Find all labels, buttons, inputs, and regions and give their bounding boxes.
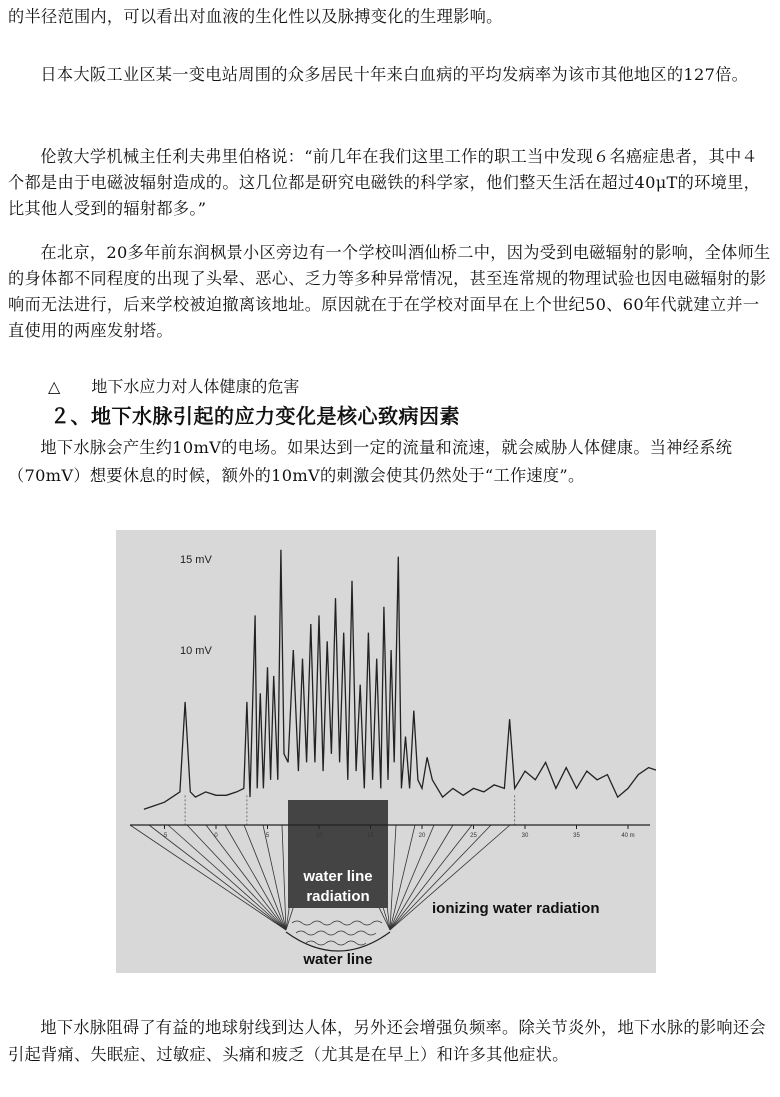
x-tick-label: 35 (573, 833, 580, 839)
section-heading: ２、地下水脉引起的应力变化是核心致病因素 (50, 404, 460, 428)
label-water-line-radiation-2: radiation (306, 888, 370, 905)
paragraph-2 (8, 62, 772, 88)
label-ionizing-water-radiation: ionizing water radiation (432, 900, 600, 917)
paragraph-5-text: 地下水脉会产生约10mV的电场。如果达到一定的流量和流速，就会威胁人体健康。当神经系统（70mV）想要休息的时候，额外的10mV的刺激会使其仍然处于“工作速度”。 (8, 438, 733, 485)
paragraph-1 (8, 4, 772, 30)
x-tick-label: 30 (521, 833, 529, 839)
paragraph-3 (8, 144, 772, 222)
x-tick-label: 20 (418, 833, 426, 839)
paragraph-6 (8, 1014, 772, 1068)
label-water-line-radiation-1: water line (303, 868, 373, 885)
paragraph-2-text: 日本大阪工业区某一变电站周围的众多居民十年来白血病的平均发病率为该市其他地区的127倍。 (40, 65, 749, 84)
x-tick-label: 25 (470, 833, 477, 839)
paragraph-6-text: 地下水脉阻碍了有益的地球射线到达人体，另外还会增强负频率。除关节炎外，地下水脉的影响还会引起背痛、失眠症、过敏症、头痛和疲乏（尤其是在早上）和许多其他症状。 (8, 1018, 766, 1064)
section-subtitle (48, 374, 299, 397)
x-tick-label: 15 (367, 833, 374, 839)
water-vein-chart (116, 530, 656, 973)
label-water-line: water line (303, 951, 373, 968)
water-vein-figure (116, 530, 656, 973)
y-label-10mv: 10 mV (180, 645, 212, 657)
paragraph-4-text: 在北京，20多年前东润枫景小区旁边有一个学校叫酒仙桥二中，因为受到电磁辐射的影响，全体师生的身体都不同程度的出现了头晕、恶心、乏力等多种异常情况，甚至连常规的物理试验也因电磁辐射的影响而无法进行，后来学校被迫撤离该地址。原因就在于在学校对面早在上个世纪50、60年代就建立并一直使用的两座发射塔。 (8, 243, 771, 340)
x-tick-label: 5 (265, 833, 270, 839)
paragraph-4 (8, 240, 772, 344)
paragraph-3-text: 伦敦大学机械主任利夫弗里伯格说：“前几年在我们这里工作的职工当中发现６名癌症患者，其中４个都是由于电磁波辐射造成的。这几位都是研究电磁铁的科学家，他们整天生活在超过40μT的环境里，比其他人受到的辐射都多。” (8, 147, 761, 218)
section-subtitle-text: 地下水应力对人体健康的危害 (91, 377, 300, 396)
paragraph-1-text: 的半径范围内，可以看出对血液的生化性以及脉搏变化的生理影响。 (8, 7, 503, 26)
x-tick-label: 0 (214, 833, 218, 839)
triangle-icon: △ (48, 377, 61, 396)
x-tick-label: 10 (315, 833, 323, 839)
x-tick-label: -5 (161, 833, 168, 839)
x-tick-label: 40 m (621, 833, 635, 839)
y-label-15mv: 15 mV (180, 554, 212, 566)
paragraph-5 (8, 434, 772, 490)
